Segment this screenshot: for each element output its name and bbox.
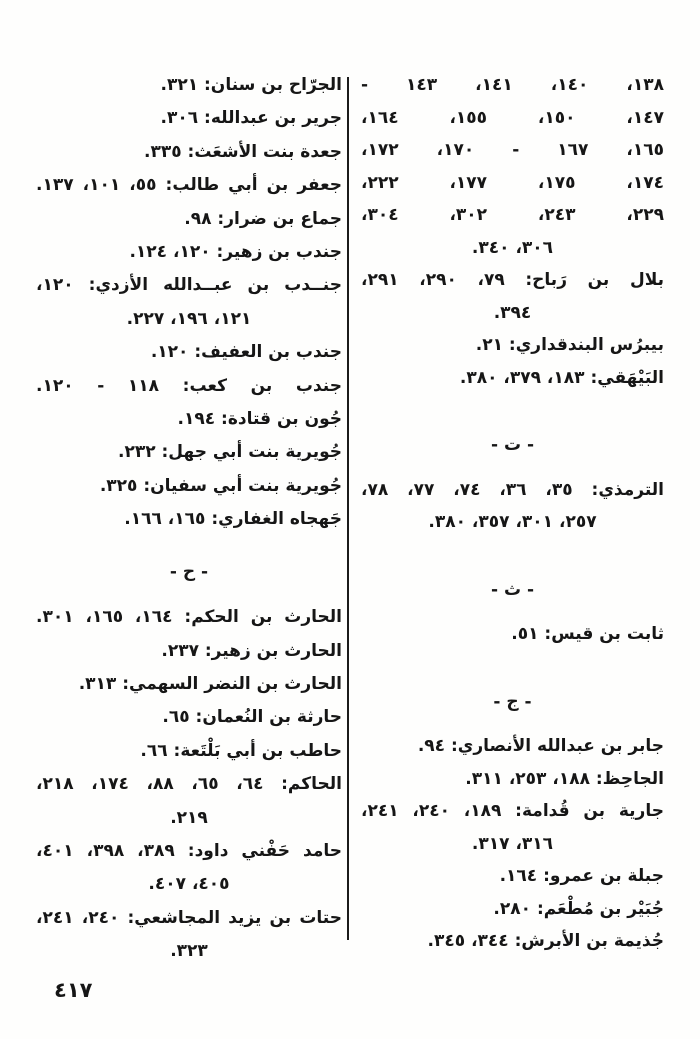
- index-entry: جارية بن قُدامة: ١٨٩، ٢٤٠، ٢٤١،: [361, 801, 664, 821]
- index-entry: حاطب بن أبي بَلْتَعة: ٦٦.: [140, 740, 342, 761]
- column-divider-rule: [347, 77, 349, 940]
- index-entry: جَهجاه الغفاري: ١٦٥، ١٦٦.: [124, 509, 342, 530]
- section-heading-jim: - ج -: [493, 691, 532, 712]
- index-entry: الجاحِظ: ١٨٨، ٢٥٣، ٣١١.: [465, 768, 664, 789]
- section-heading-ta: - ت -: [490, 435, 535, 455]
- index-entry: جُون بن قتادة: ١٩٤.: [177, 409, 342, 430]
- index-entry: الحاكم: ٦٤، ٦٥، ٨٨، ١٧٤، ٢١٨،: [36, 774, 342, 795]
- index-entry: حارثة بن النُعمان: ٦٥.: [162, 707, 342, 728]
- page-ref-numbers: ٢٢٩، ٢٤٣، ٣٠٢، ٣٠٤،: [361, 205, 664, 225]
- index-entry: جابر بن عبدالله الأنصاري: ٩٤.: [417, 736, 664, 756]
- index-entry: جندب بن العفيف: ١٢٠.: [150, 342, 342, 363]
- index-entry: حتات بن يزيد المجاشعي: ٢٤٠، ٢٤١،: [36, 907, 342, 928]
- index-entry-continuation: ٢١٩.: [170, 807, 208, 828]
- index-entry-continuation: ٢٥٧، ٣٠١، ٣٥٧، ٣٨٠.: [428, 512, 597, 532]
- section-heading-ha: - ح -: [169, 561, 209, 582]
- index-entry: جعدة بنت الأشعَث: ٣٣٥.: [144, 141, 342, 162]
- index-entry: جُويرية بنت أبي سفيان: ٣٢٥.: [99, 475, 342, 496]
- index-entry-continuation: ٣٢٣.: [170, 941, 208, 962]
- index-entry-continuation: ٣١٦، ٣١٧.: [471, 833, 554, 854]
- page-ref-numbers: ١٤٧، ١٥٠، ١٥٥، ١٦٤،: [361, 107, 664, 128]
- index-entry-continuation: ١٢١، ١٩٦، ٢٢٧.: [126, 308, 252, 329]
- index-entry: جماع بن ضرار: ٩٨.: [184, 208, 342, 229]
- section-heading-tha: - ث -: [490, 579, 535, 600]
- index-entry: جُبَيْر بن مُطْعَم: ٢٨٠.: [493, 898, 664, 919]
- page-ref-numbers: ١٦٥، ١٦٧ - ١٧٠، ١٧٢،: [361, 140, 664, 160]
- index-entry: بلال بن رَباح: ٧٩، ٢٩٠، ٢٩١،: [361, 270, 664, 290]
- index-column-right: [361, 69, 664, 958]
- index-column-left: [36, 69, 342, 969]
- page-ref-continuation: ٣٠٦، ٣٤٠.: [471, 237, 554, 258]
- index-entry: ثابت بن قيس: ٥١.: [511, 624, 664, 644]
- index-entry: جبلة بن عمرو: ١٦٤.: [499, 866, 664, 886]
- index-entry: الحارث بن النضر السهمي: ٣١٣.: [78, 673, 342, 694]
- index-entry-continuation: ٣٩٤.: [493, 302, 532, 323]
- index-entry: جرير بن عبدالله: ٣٠٦.: [160, 108, 342, 129]
- index-entry: جنــدب بن عبــدالله الأزدي: ١٢٠،: [36, 275, 342, 296]
- index-entry: جُذيمة بن الأبرش: ٣٤٤، ٣٤٥.: [427, 931, 664, 951]
- index-entry: جُويرية بنت أبي جهل: ٢٣٢.: [117, 442, 342, 463]
- index-entry: الحارث بن زهير: ٢٣٧.: [161, 640, 342, 661]
- index-entry-continuation: ٤٠٥، ٤٠٧.: [148, 874, 230, 895]
- index-entry: بيبرُس البندقداري: ٢١.: [475, 335, 664, 355]
- index-entry: الحارث بن الحكم: ١٦٤، ١٦٥، ٣٠١.: [36, 607, 342, 628]
- index-entry: الجرّاح بن سنان: ٣٢١.: [160, 75, 342, 95]
- index-entry: حامد حَفْني داود: ٣٨٩، ٣٩٨، ٤٠١،: [36, 840, 342, 861]
- index-entry: الترمذي: ٣٥، ٣٦، ٧٤، ٧٧، ٧٨،: [361, 479, 664, 500]
- index-entry: البَيْهَقي: ١٨٣، ٣٧٩، ٣٨٠.: [459, 367, 664, 388]
- page-ref-numbers: ١٣٨، ١٤٠، ١٤١، ١٤٣ -: [361, 75, 664, 95]
- index-entry: جعفر بن أبي طالب: ٥٥، ١٠١، ١٣٧.: [36, 175, 342, 196]
- page-number: ٤١٧: [54, 978, 93, 1002]
- index-entry: جندب بن زهير: ١٢٠، ١٢٤.: [129, 242, 342, 263]
- index-entry: جندب بن كعب: ١١٨ - ١٢٠.: [36, 375, 342, 396]
- page-ref-numbers: ١٧٤، ١٧٥، ١٧٧، ٢٢٢،: [361, 172, 664, 193]
